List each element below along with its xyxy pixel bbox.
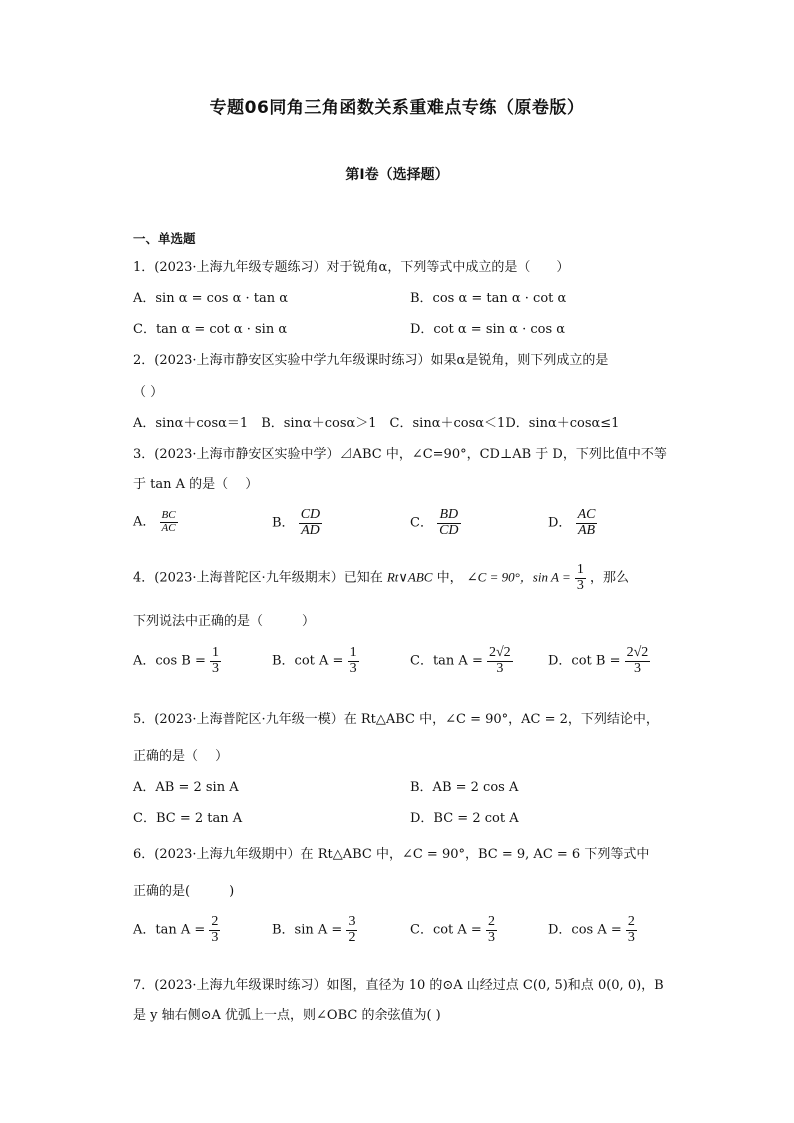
question-6-stem: 6．(2023·上海九年级期中）在 Rt△ABC 中，∠C = 90°，BC = 9, AC = 6 下列等式中 [133,847,650,862]
question-4-stem-cont: 下列说法中正确的是（ ） [133,614,316,629]
question-2-stem-cont: （ ） [133,385,164,400]
question-1-stem: 1．(2023·上海九年级专题练习）对于锐角α，下列等式中成立的是（ ） [133,260,570,275]
question-6-option-c[interactable]: C．cot A = $\frac{2}{3}$ [410,914,495,945]
question-5-stem-cont: 正确的是（ ） [133,749,229,764]
question-4-stem: 4．(2023·上海普陀区·九年级期末）已知在 Rt∨ABC 中， ∠C = 90°，sin A = $\frac{1}{3}$ ，那么 [133,562,630,593]
question-4-option-a[interactable]: A．cos B = $\frac{1}{3}$ [133,645,220,676]
question-1-option-d[interactable]: D．cot α = sin α · cos α [410,322,566,337]
question-3-option-b[interactable]: B． $\frac{CD}{AD}$ [272,507,321,538]
question-3-option-c[interactable]: C． $\frac{BD}{CD}$ [410,507,459,538]
question-1-option-b[interactable]: B．cos α = tan α · cot α [410,291,567,306]
question-7-stem: 7．(2023·上海九年级课时练习）如图，直径为 10 的⊙A 山经过点 C(0, 5)和点 0(0, 0)，B [133,978,664,993]
question-5-option-d[interactable]: D．BC = 2 cot A [410,811,519,826]
question-4-option-d[interactable]: D．cot B = $\frac{2√2}{3}$ [548,645,649,676]
question-3-option-a[interactable]: A． $\frac{BC}{AC}$ [133,509,176,534]
question-7-stem-cont: 是 y 轴右侧⊙A 优弧上一点，则∠OBC 的余弦值为( ) [133,1008,441,1023]
section-heading: 一、单选题 [133,231,196,246]
question-1-option-a[interactable]: A．sin α = cos α · tan α [133,291,289,306]
question-6-option-a[interactable]: A．tan A = $\frac{2}{3}$ [133,914,219,945]
question-3-stem-cont: 于 tan A 的是（ ） [133,477,259,492]
page-title: 专题06同角三角函数关系重难点专练（原卷版） [209,98,585,118]
question-3-option-d[interactable]: D． $\frac{AC}{AB}$ [548,507,596,538]
question-5-option-b[interactable]: B．AB = 2 cos A [410,780,519,795]
question-6-stem-cont: 正确的是( ) [133,884,235,899]
question-2-stem: 2．(2023·上海市静安区实验中学九年级课时练习）如果α是锐角，则下列成立的是 [133,353,609,368]
volume-heading: 第Ⅰ卷（选择题） [345,167,449,183]
question-3-stem: 3．(2023·上海市静安区实验中学）⊿ABC 中，∠C=90°，CD⊥AB 于 D，下列比值中不等 [133,447,667,462]
question-1-option-c[interactable]: C．tan α = cot α · sin α [133,322,288,337]
question-4-option-c[interactable]: C．tan A = $\frac{2√2}{3}$ [410,645,511,676]
question-5-option-a[interactable]: A．AB = 2 sin A [133,780,239,795]
question-4-option-b[interactable]: B．cot A = $\frac{1}{3}$ [272,645,357,676]
question-2-options[interactable]: A．sinα＋cosα＝1 B．sinα＋cosα＞1 C．sinα＋cosα＜1D．sinα＋cosα≤1 [133,416,620,431]
question-6-option-d[interactable]: D．cos A = $\frac{2}{3}$ [548,914,635,945]
question-5-option-c[interactable]: C．BC = 2 tan A [133,811,243,826]
question-6-option-b[interactable]: B．sin A = $\frac{3}{2}$ [272,914,356,945]
question-5-stem: 5．(2023·上海普陀区·九年级一模）在 Rt△ABC 中，∠C = 90°，AC = 2，下列结论中， [133,712,659,727]
